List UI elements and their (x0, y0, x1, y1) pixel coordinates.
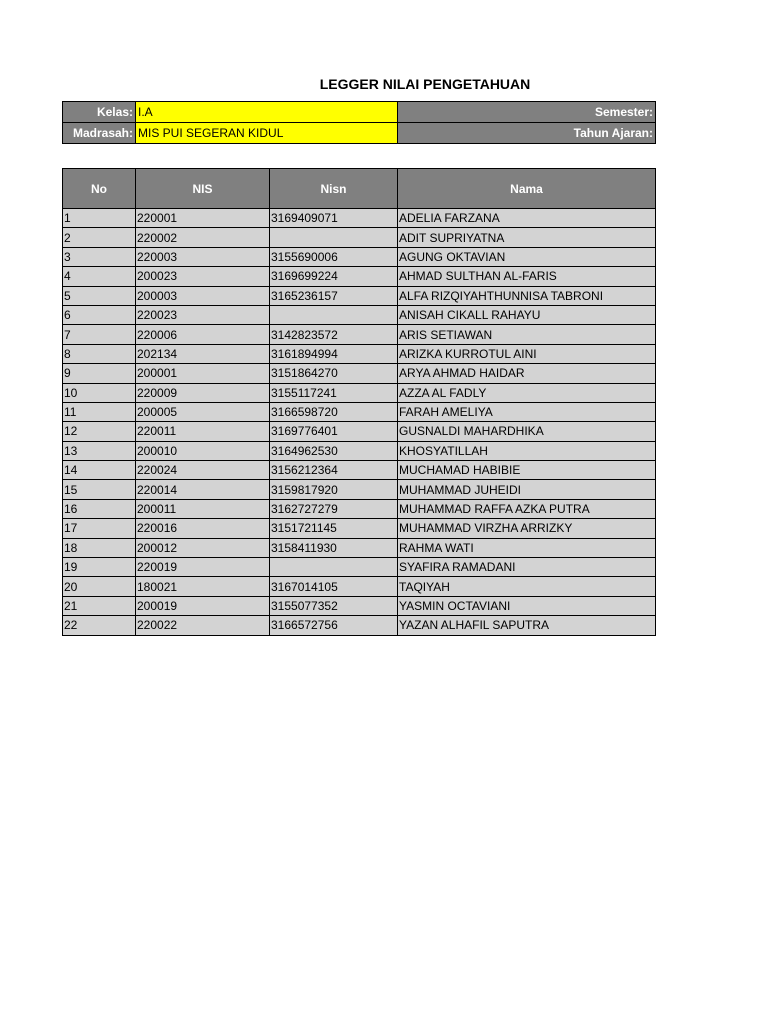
cell-nis[interactable]: 220024 (136, 461, 270, 480)
cell-nisn[interactable]: 3165236157 (270, 286, 398, 305)
cell-nis[interactable]: 180021 (136, 577, 270, 596)
cell-nama[interactable]: AZZA AL FADLY (398, 383, 656, 402)
cell-nis[interactable]: 220002 (136, 228, 270, 247)
header-nama[interactable]: Nama (398, 169, 656, 209)
cell-nis[interactable]: 220011 (136, 422, 270, 441)
page-title: LEGGER NILAI PENGETAHUAN (319, 76, 531, 92)
cell-nis[interactable]: 200003 (136, 286, 270, 305)
table-row (63, 286, 656, 305)
cell-nama[interactable]: FARAH AMELIYA (398, 402, 656, 421)
students-table (62, 168, 656, 636)
table-row (63, 558, 656, 577)
cell-nisn[interactable]: 3155077352 (270, 596, 398, 615)
info-table (62, 101, 656, 144)
cell-no[interactable]: 20 (63, 577, 136, 596)
cell-nis[interactable]: 220006 (136, 325, 270, 344)
cell-nama[interactable]: MUHAMMAD JUHEIDI (398, 480, 656, 499)
cell-no[interactable]: 18 (63, 538, 136, 557)
table-row (63, 461, 656, 480)
cell-no[interactable]: 12 (63, 422, 136, 441)
cell-no[interactable]: 19 (63, 558, 136, 577)
cell-nama[interactable]: ADELIA FARZANA (398, 209, 656, 228)
cell-nis[interactable]: 220023 (136, 305, 270, 324)
cell-no[interactable]: 15 (63, 480, 136, 499)
kelas-value[interactable]: I.A (136, 102, 398, 123)
cell-nama[interactable]: YASMIN OCTAVIANI (398, 596, 656, 615)
cell-nama[interactable]: TAQIYAH (398, 577, 656, 596)
cell-no[interactable]: 21 (63, 596, 136, 615)
table-row (63, 519, 656, 538)
table-header-row (63, 169, 656, 209)
cell-nisn[interactable]: 3159817920 (270, 480, 398, 499)
table-row (63, 538, 656, 557)
cell-no[interactable]: 3 (63, 247, 136, 266)
cell-nama[interactable]: AHMAD SULTHAN AL-FARIS (398, 267, 656, 286)
madrasah-value[interactable]: MIS PUI SEGERAN KIDUL (136, 123, 398, 144)
cell-nis[interactable]: 220019 (136, 558, 270, 577)
cell-no[interactable]: 10 (63, 383, 136, 402)
table-row (63, 499, 656, 518)
table-row (63, 383, 656, 402)
table-row (63, 228, 656, 247)
cell-no[interactable]: 8 (63, 344, 136, 363)
cell-nama[interactable]: GUSNALDI MAHARDHIKA (398, 422, 656, 441)
cell-nis[interactable]: 200011 (136, 499, 270, 518)
semester-label: Semester: (398, 102, 656, 123)
cell-nama[interactable]: SYAFIRA RAMADANI (398, 558, 656, 577)
cell-nis[interactable]: 220014 (136, 480, 270, 499)
cell-nisn[interactable]: 3166572756 (270, 616, 398, 635)
header-nis[interactable]: NIS (136, 169, 270, 209)
cell-nis[interactable]: 200012 (136, 538, 270, 557)
madrasah-label: Madrasah: (63, 123, 136, 144)
cell-nisn[interactable]: 3151864270 (270, 364, 398, 383)
cell-nama[interactable]: ANISAH CIKALL RAHAYU (398, 305, 656, 324)
info-row-madrasah (63, 123, 656, 144)
cell-nama[interactable]: KHOSYATILLAH (398, 441, 656, 460)
cell-nama[interactable]: ARIS SETIAWAN (398, 325, 656, 344)
cell-nama[interactable]: ARIZKA KURROTUL AINI (398, 344, 656, 363)
table-row (63, 480, 656, 499)
table-row (63, 441, 656, 460)
cell-nisn[interactable]: 3164962530 (270, 441, 398, 460)
cell-nis[interactable]: 220022 (136, 616, 270, 635)
cell-nama[interactable]: RAHMA WATI (398, 538, 656, 557)
info-row-kelas (63, 102, 656, 123)
cell-nisn[interactable]: 3151721145 (270, 519, 398, 538)
cell-nisn[interactable]: 3156212364 (270, 461, 398, 480)
header-nisn[interactable]: Nisn (270, 169, 398, 209)
table-row (63, 402, 656, 421)
cell-nisn[interactable]: 3155690006 (270, 247, 398, 266)
cell-no[interactable]: 13 (63, 441, 136, 460)
table-row (63, 616, 656, 635)
cell-nisn[interactable]: 3166598720 (270, 402, 398, 421)
cell-nisn[interactable]: 3161894994 (270, 344, 398, 363)
cell-nama[interactable]: MUHAMMAD RAFFA AZKA PUTRA (398, 499, 656, 518)
tahun-ajaran-label: Tahun Ajaran: (398, 123, 656, 144)
cell-nisn[interactable]: 3169699224 (270, 267, 398, 286)
cell-nis[interactable]: 200019 (136, 596, 270, 615)
table-row (63, 247, 656, 266)
cell-no[interactable]: 6 (63, 305, 136, 324)
cell-nis[interactable]: 200001 (136, 364, 270, 383)
cell-nama[interactable]: AGUNG OKTAVIAN (398, 247, 656, 266)
cell-nisn[interactable] (270, 558, 398, 577)
table-row (63, 209, 656, 228)
table-row (63, 364, 656, 383)
cell-nisn[interactable]: 3169409071 (270, 209, 398, 228)
cell-nisn[interactable] (270, 228, 398, 247)
cell-no[interactable]: 2 (63, 228, 136, 247)
cell-no[interactable]: 11 (63, 402, 136, 421)
cell-nisn[interactable]: 3158411930 (270, 538, 398, 557)
cell-nis[interactable]: 220001 (136, 209, 270, 228)
table-row (63, 325, 656, 344)
cell-nisn[interactable]: 3155117241 (270, 383, 398, 402)
cell-nis[interactable]: 200005 (136, 402, 270, 421)
cell-no[interactable]: 22 (63, 616, 136, 635)
cell-no[interactable]: 5 (63, 286, 136, 305)
cell-no[interactable]: 14 (63, 461, 136, 480)
table-body (63, 209, 656, 636)
cell-nama[interactable]: ALFA RIZQIYAHTHUNNISA TABRONI (398, 286, 656, 305)
cell-nis[interactable]: 200010 (136, 441, 270, 460)
cell-no[interactable]: 17 (63, 519, 136, 538)
cell-nisn[interactable]: 3169776401 (270, 422, 398, 441)
cell-no[interactable]: 1 (63, 209, 136, 228)
table-row (63, 577, 656, 596)
cell-nis[interactable]: 220003 (136, 247, 270, 266)
cell-nama[interactable]: ARYA AHMAD HAIDAR (398, 364, 656, 383)
cell-no[interactable]: 4 (63, 267, 136, 286)
cell-nama[interactable]: ADIT SUPRIYATNA (398, 228, 656, 247)
cell-nama[interactable]: MUCHAMAD HABIBIE (398, 461, 656, 480)
table-row (63, 596, 656, 615)
cell-nisn[interactable]: 3167014105 (270, 577, 398, 596)
cell-nis[interactable]: 202134 (136, 344, 270, 363)
table-row (63, 422, 656, 441)
cell-nama[interactable]: YAZAN ALHAFIL SAPUTRA (398, 616, 656, 635)
cell-nisn[interactable]: 3162727279 (270, 499, 398, 518)
cell-no[interactable]: 9 (63, 364, 136, 383)
table-row (63, 305, 656, 324)
cell-no[interactable]: 16 (63, 499, 136, 518)
cell-nis[interactable]: 220009 (136, 383, 270, 402)
cell-nis[interactable]: 220016 (136, 519, 270, 538)
table-row (63, 267, 656, 286)
cell-nisn[interactable]: 3142823572 (270, 325, 398, 344)
table-row (63, 344, 656, 363)
cell-nisn[interactable] (270, 305, 398, 324)
cell-nis[interactable]: 200023 (136, 267, 270, 286)
header-no[interactable]: No (63, 169, 136, 209)
cell-nama[interactable]: MUHAMMAD VIRZHA ARRIZKY (398, 519, 656, 538)
kelas-label: Kelas: (63, 102, 136, 123)
cell-no[interactable]: 7 (63, 325, 136, 344)
